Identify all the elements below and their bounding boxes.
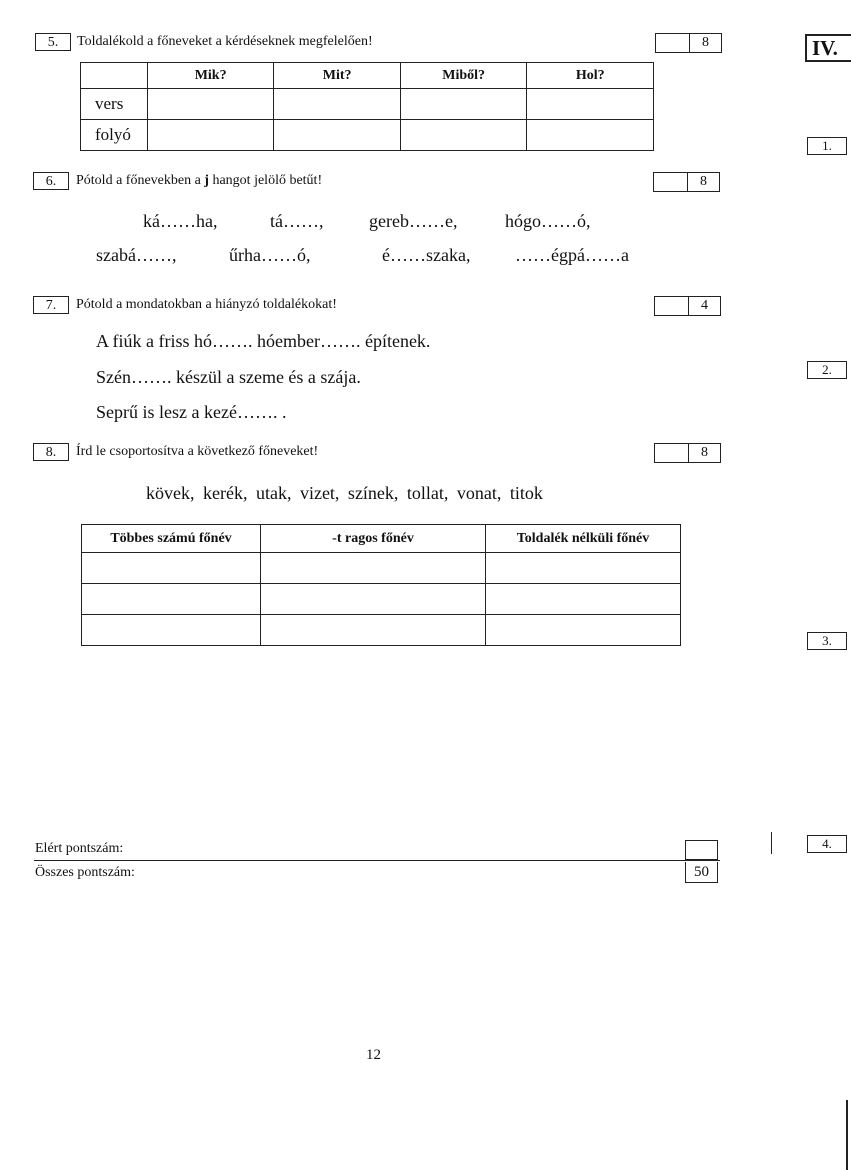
sentence[interactable]: Szén……. készül a szeme és a szája. — [96, 367, 361, 387]
binding-edge — [846, 1100, 848, 1170]
answer-cell[interactable] — [274, 89, 400, 120]
margin-mark — [771, 832, 772, 854]
table-row — [81, 89, 654, 120]
row-label: folyó — [81, 120, 148, 151]
answer-cell[interactable] — [82, 584, 261, 615]
table-header: -t ragos főnév — [261, 525, 486, 553]
section-heading: IV. — [805, 34, 851, 62]
sentence[interactable]: Seprű is lesz a kezé……. . — [96, 402, 287, 422]
task-score-box — [655, 33, 722, 53]
task-score-box — [654, 443, 721, 463]
answer-cell[interactable] — [274, 120, 400, 151]
answer-cell[interactable] — [400, 89, 527, 120]
right-task-number: 2. — [807, 361, 847, 379]
score-blank[interactable] — [656, 34, 690, 52]
fill-word[interactable]: é……szaka, — [382, 245, 471, 265]
answer-cell[interactable] — [486, 553, 681, 584]
sentence[interactable]: A fiúk a friss hó……. hóember……. építenek. — [96, 331, 431, 351]
score-blank[interactable] — [654, 173, 688, 191]
table-header: Miből? — [400, 63, 527, 89]
fill-word[interactable]: szabá……, — [96, 245, 177, 265]
score-points: 8 — [701, 35, 709, 50]
fill-word[interactable]: tá……, — [270, 211, 324, 231]
table-row — [81, 120, 654, 151]
table-header: Toldalék nélküli főnév — [486, 525, 681, 553]
task-number: 7. — [33, 296, 69, 314]
fill-word[interactable]: gereb……e, — [369, 211, 458, 231]
answer-cell[interactable] — [527, 89, 654, 120]
word-list: kövek, kerék, utak, vizet, színek, tollat, vonat, titok — [146, 483, 543, 503]
table-header: Mik? — [147, 63, 274, 89]
answer-cell[interactable] — [82, 553, 261, 584]
task-instruction: Írd le csoportosítva a következő főneveket! — [76, 444, 319, 459]
table-header — [81, 63, 148, 89]
answer-cell[interactable] — [486, 584, 681, 615]
fill-word[interactable]: hógo……ó, — [505, 211, 591, 231]
task-instruction: Pótold a mondatokban a hiányzó toldalékokat! — [76, 297, 337, 312]
achieved-score-label: Elért pontszám: — [35, 841, 124, 856]
row-label: vers — [81, 89, 148, 120]
task-number: 6. — [33, 172, 69, 190]
task-score-box — [653, 172, 720, 192]
right-task-number: 4. — [807, 835, 847, 853]
score-points: 4 — [700, 298, 708, 313]
score-points: 8 — [699, 174, 707, 189]
grouping-table — [81, 524, 681, 646]
right-task-number: 3. — [807, 632, 847, 650]
answer-cell[interactable] — [147, 89, 274, 120]
table-header: Hol? — [527, 63, 654, 89]
answer-cell[interactable] — [261, 584, 486, 615]
task-number: 8. — [33, 443, 69, 461]
table-row — [82, 615, 681, 646]
total-score-label: Összes pontszám: — [35, 865, 135, 880]
answer-cell[interactable] — [486, 615, 681, 646]
score-points: 8 — [700, 445, 708, 460]
total-score-value: 50 — [685, 862, 718, 883]
score-blank[interactable] — [655, 297, 689, 315]
score-blank[interactable] — [655, 444, 689, 462]
task-instruction: Toldalékold a főneveket a kérdéseknek megfelelően! — [77, 34, 373, 49]
table-row — [82, 553, 681, 584]
answer-cell[interactable] — [82, 615, 261, 646]
page-number: 12 — [366, 1047, 381, 1063]
task-instruction: Pótold a főnevekben a j hangot jelölő betűt! — [76, 173, 323, 188]
answer-cell[interactable] — [147, 120, 274, 151]
fill-word[interactable]: űrha……ó, — [229, 245, 311, 265]
fill-word[interactable]: ……égpá……a — [515, 245, 629, 265]
task-number: 5. — [35, 33, 71, 51]
divider — [34, 860, 720, 861]
right-task-number: 1. — [807, 137, 847, 155]
achieved-score-box[interactable] — [685, 840, 718, 860]
table-row — [82, 584, 681, 615]
table-header: Többes számú főnév — [82, 525, 261, 553]
answer-cell[interactable] — [261, 553, 486, 584]
suffix-table — [80, 62, 654, 151]
answer-cell[interactable] — [400, 120, 527, 151]
fill-word[interactable]: ká……ha, — [143, 211, 218, 231]
answer-cell[interactable] — [261, 615, 486, 646]
task-score-box — [654, 296, 721, 316]
answer-cell[interactable] — [527, 120, 654, 151]
table-header: Mit? — [274, 63, 400, 89]
